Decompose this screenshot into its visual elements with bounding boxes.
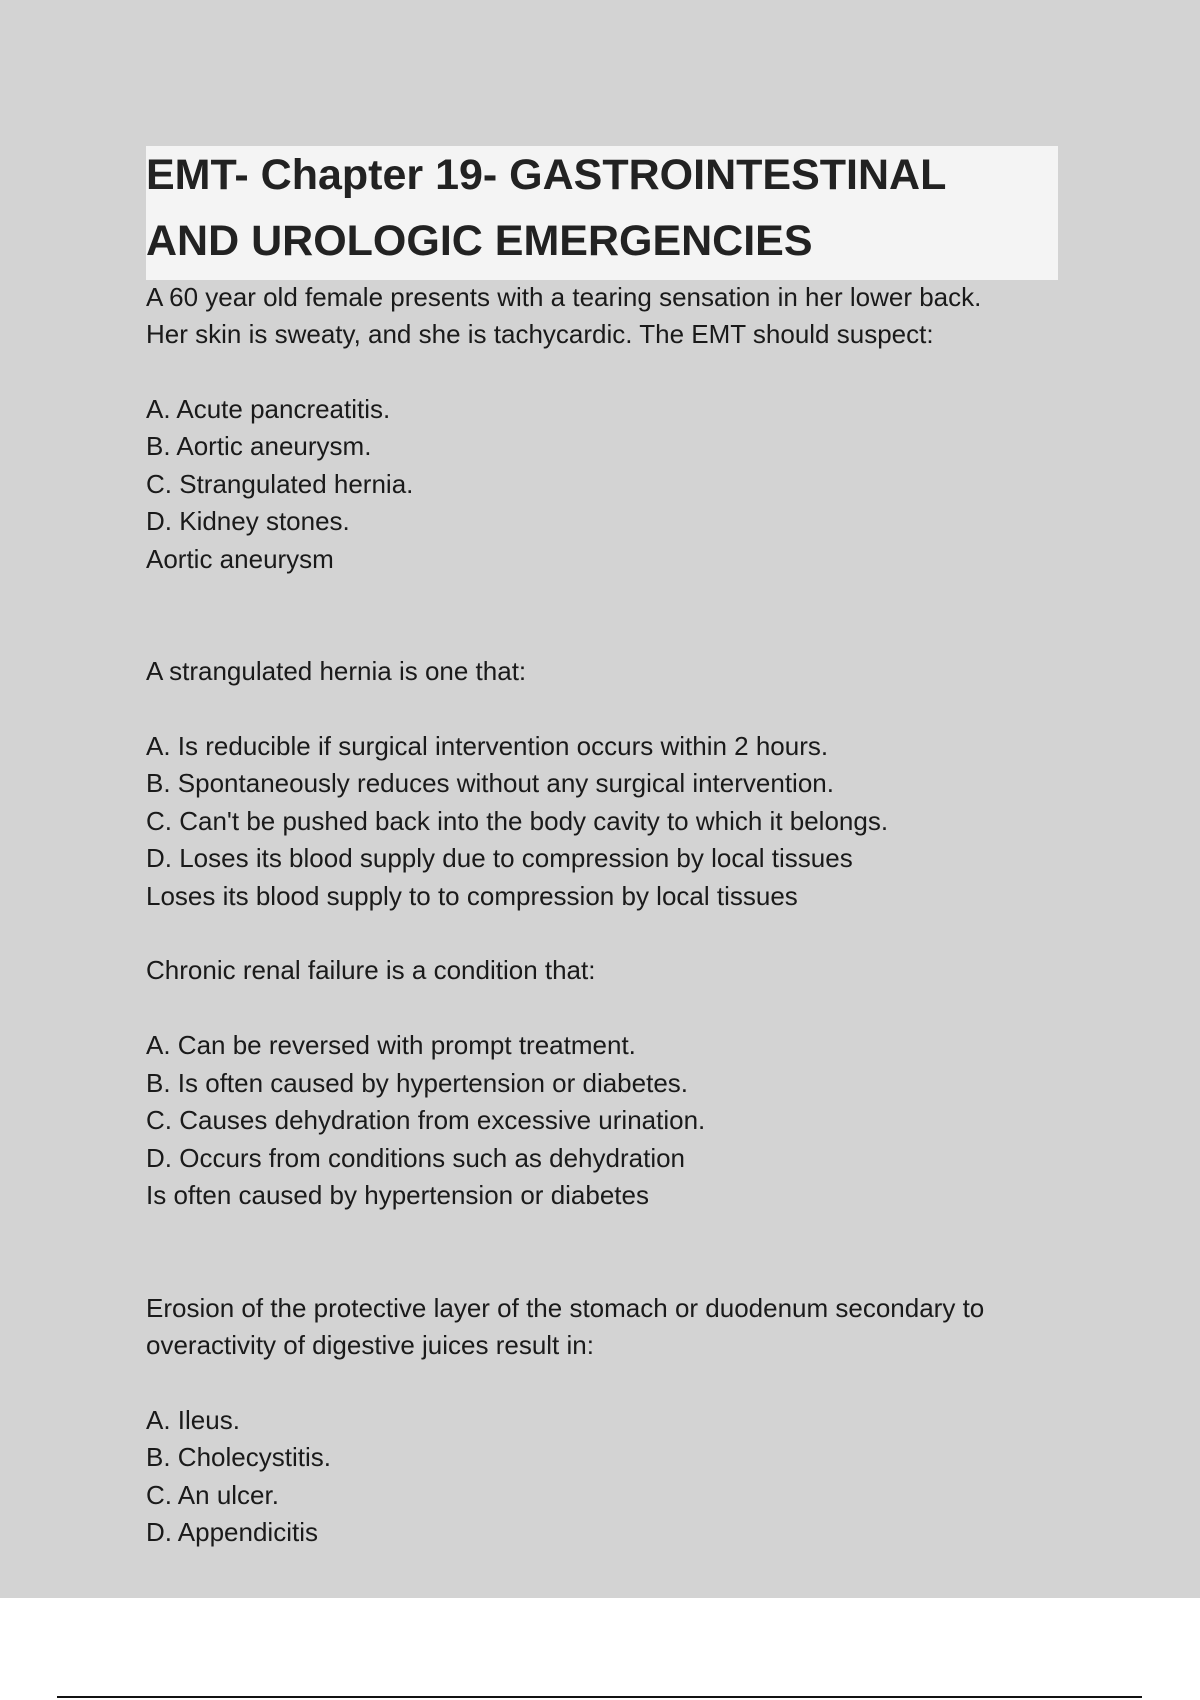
question-4-option-a: A. Ileus. [146, 1405, 240, 1435]
question-4-option-b: B. Cholecystitis. [146, 1442, 331, 1472]
question-2-option-a: A. Is reducible if surgical intervention occurs within 2 hours. [146, 731, 829, 761]
document-title-line-2: AND UROLOGIC EMERGENCIES [146, 217, 813, 265]
question-2-text-line-1: A strangulated hernia is one that: [146, 656, 527, 686]
footer-divider [57, 1696, 1142, 1698]
question-3-option-c: C. Causes dehydration from excessive urination. [146, 1105, 706, 1135]
document-title-line-1: EMT- Chapter 19- GASTROINTESTINAL [146, 151, 947, 199]
question-1-option-b: B. Aortic aneurysm. [146, 431, 372, 461]
question-2-option-c: C. Can't be pushed back into the body cavity to which it belongs. [146, 806, 889, 836]
question-3-text-line-1: Chronic renal failure is a condition that: [146, 955, 596, 985]
question-3-option-b: B. Is often caused by hypertension or diabetes. [146, 1068, 689, 1098]
question-1-option-a: A. Acute pancreatitis. [146, 394, 391, 424]
question-4-text-line-2: overactivity of digestive juices result in: [146, 1330, 594, 1360]
question-3-option-a: A. Can be reversed with prompt treatment. [146, 1030, 636, 1060]
question-4-option-d: D. Appendicitis [146, 1517, 318, 1547]
question-4-text-line-1: Erosion of the protective layer of the stomach or duodenum secondary to [146, 1293, 985, 1323]
question-4-option-c: C. An ulcer. [146, 1480, 279, 1510]
question-3-option-d: D. Occurs from conditions such as dehydration [146, 1143, 686, 1173]
question-2-option-d: D. Loses its blood supply due to compression by local tissues [146, 843, 853, 873]
question-1-option-d: D. Kidney stones. [146, 506, 350, 536]
question-1-option-c: C. Strangulated hernia. [146, 469, 414, 499]
question-3-answer: Is often caused by hypertension or diabetes [146, 1180, 649, 1210]
question-1-text-line-2: Her skin is sweaty, and she is tachycardic. The EMT should suspect: [146, 319, 934, 349]
question-2-option-b: B. Spontaneously reduces without any surgical intervention. [146, 768, 834, 798]
question-2-answer: Loses its blood supply to to compression by local tissues [146, 881, 798, 911]
question-1-answer: Aortic aneurysm [146, 544, 334, 574]
question-1-text-line-1: A 60 year old female presents with a tearing sensation in her lower back. [146, 282, 982, 312]
